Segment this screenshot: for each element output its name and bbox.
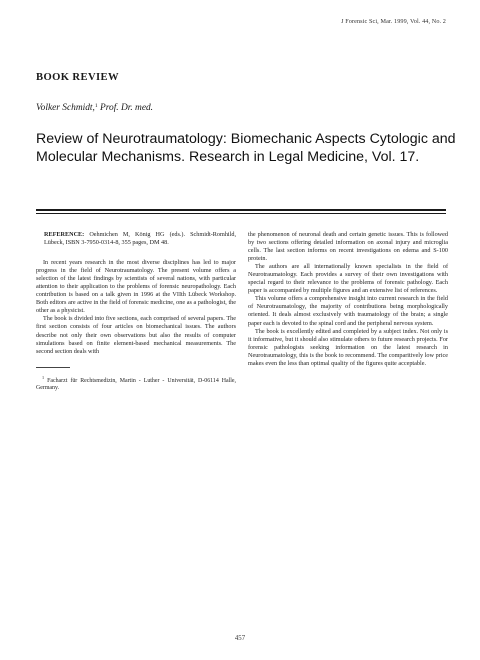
- body-paragraph: In recent years research in the most diverse disciplines has led to major progress in the field of Neurotraumatology. The present volume offers a selection of the latest findings by scientists of several nations, with particular attention to their application to the problems of forensic neuropathology. Each contribution is based on a talk given in 1996 at the VIIth Lübeck Workshop. Both editors are active in the field of forensic medicine, one as a pathologist, the other as a physicist.: [36, 259, 236, 315]
- section-label: BOOK REVIEW: [36, 72, 119, 83]
- title-rule-thick: [36, 209, 446, 211]
- body-paragraph: The authors are all internationally known specialists in the field of Neurotraumatology. Each provides a survey of their own investigations with special regard to their relevance to the problems of forensic pathology. Each paper is accompanied by multiple figures and an extensive list of references.: [248, 263, 448, 295]
- author-footnote-marker: 1: [94, 103, 98, 109]
- body-paragraph: The book is divided into five sections, each comprised of several papers. The first section consists of four articles on biomechanical issues. The authors describe not only their own observations but also the results of computer simulations based on finite element-based mechanical measurements. The second section deals with: [36, 315, 236, 355]
- footnote-text: Facharzt für Rechtsmedizin, Martin - Luther - Universität, D-06114 Halle, Germany.: [36, 377, 236, 392]
- author-credentials: Prof. Dr. med.: [99, 103, 154, 113]
- body-paragraph: the phenomenon of neuronal death and certain genetic issues. This is followed by two sections offering detailed information on axonal injury and microglia cells. The last section informs on recent investigations on edema and S-100 protein.: [248, 231, 448, 263]
- title-rule-thin: [36, 213, 446, 214]
- page-number: 457: [234, 635, 246, 642]
- right-column: [248, 231, 448, 368]
- reference-text: Oehmichen M, König HG (eds.). Schmidt-Romhild, Lübeck, ISBN 3-7950-0314-8, 355 pages, DM 48.: [44, 231, 236, 247]
- footnote-marker: 1: [42, 374, 45, 380]
- footnote-rule: [36, 367, 70, 368]
- footnote: [36, 374, 236, 393]
- author-name: Volker Schmidt,: [36, 103, 95, 113]
- reference-block: [36, 231, 236, 247]
- article-title: Review of Neurotraumatology: Biomechanic Aspects Cytologic and Molecular Mechanisms. Research in Legal Medicine, Vol. 17.: [36, 131, 456, 165]
- body-paragraph: This volume offers a comprehensive insight into current research in the field of Neurotraumatology, the majority of contributions being morphologically oriented. It deals almost exclusively with traumatology of the brain; a single paper each is devoted to the spinal cord and the peripheral nervous system.: [248, 295, 448, 327]
- running-head: J Forensic Sci, Mar. 1999, Vol. 44, No. 2: [341, 18, 446, 25]
- body-paragraph: The book is excellently edited and completed by a subject index. Not only is it informative, but it should also stimulate others to future research projects. For forensic pathologists seeking information on the latest research in Neurotraumatology, this is the book to recommend. The comparitively low price makes even the less than optimal quality of the figures quite acceptable.: [248, 327, 448, 367]
- author-line: [36, 103, 153, 113]
- left-column: [36, 231, 236, 393]
- reference-label: REFERENCE:: [44, 231, 85, 238]
